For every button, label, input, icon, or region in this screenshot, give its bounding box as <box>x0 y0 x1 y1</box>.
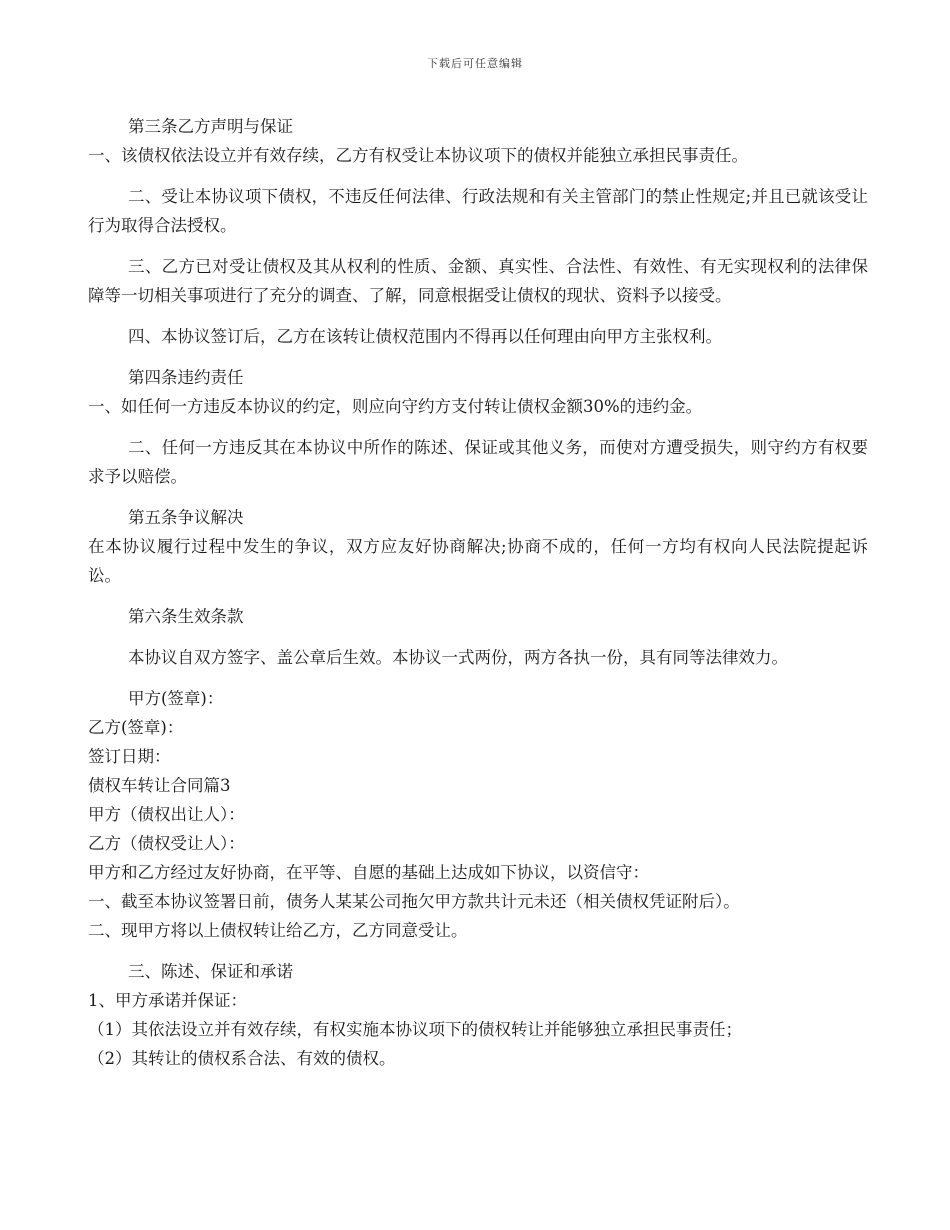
sign-date: 签订日期： <box>88 747 171 766</box>
article-5-clause-1: 在本协议履行过程中发生的争议，双方应友好协商解决;协商不成的，任何一方均有权向人民法院提起诉讼。 <box>88 537 868 585</box>
contract-3-intro: 甲方和乙方经过友好协商，在平等、自愿的基础上达成如下协议，以资信守： <box>88 863 649 882</box>
contract-3-item-2: 二、现甲方将以上债权转让给乙方，乙方同意受让。 <box>88 921 468 940</box>
article-4-title: 第四条违约责任 <box>128 368 244 387</box>
contract-3-party-b: 乙方（债权受让人）： <box>88 834 245 853</box>
article-5-title: 第五条争议解决 <box>128 508 244 527</box>
article-4-clause-1: 一、如任何一方违反本协议的约定，则应向守约方支付转让债权金额30%的违约金。 <box>88 397 703 416</box>
party-a-signature: 甲方(签章)： <box>128 689 224 708</box>
article-3-clause-4: 四、本协议签订后，乙方在该转让债权范围内不得再以任何理由向甲方主张权利。 <box>128 327 722 346</box>
article-3-title: 第三条乙方声明与保证 <box>128 117 293 136</box>
article-4-clause-2: 二、任何一方违反其在本协议中所作的陈述、保证或其他义务，而使对方遭受损失，则守约方有权要求予以赔偿。 <box>88 438 868 486</box>
article-3-clause-3: 三、乙方已对受让债权及其从权利的性质、金额、真实性、合法性、有效性、有无实现权利的法律保障等一切相关事项进行了充分的调查、了解，同意根据受让债权的现状、资料予以接受。 <box>88 257 868 305</box>
contract-3-section-3-item-1-1: （1）其依法设立并有效存续，有权实施本协议项下的债权转让并能够独立承担民事责任； <box>88 1020 742 1039</box>
contract-3-section-3-title: 三、陈述、保证和承诺 <box>128 962 293 981</box>
article-3-clause-1: 一、该债权依法设立并有效存续，乙方有权受让本协议项下的债权并能独立承担民事责任。 <box>88 146 748 165</box>
party-b-signature: 乙方(签章)： <box>88 718 184 737</box>
contract-3-title: 债权车转让合同篇3 <box>88 776 231 795</box>
document-body <box>88 112 868 1073</box>
page-header-note: 下载后可任意编辑 <box>427 57 523 70</box>
contract-3-section-3-item-1-2: （2）其转让的债权系合法、有效的债权。 <box>88 1049 396 1068</box>
article-3-clause-2: 二、受让本协议项下债权，不违反任何法律、行政法规和有关主管部门的禁止性规定;并且已就该受让行为取得合法授权。 <box>88 187 868 235</box>
contract-3-party-a: 甲方（债权出让人）： <box>88 805 245 824</box>
article-6-clause-1: 本协议自双方签字、盖公章后生效。本协议一式两份，两方各执一份，具有同等法律效力。 <box>128 648 788 667</box>
contract-3-item-1: 一、截至本协议签署日前，债务人某某公司拖欠甲方款共计元未还（相关债权凭证附后）。 <box>88 892 740 911</box>
article-6-title: 第六条生效条款 <box>128 607 244 626</box>
contract-3-section-3-item-1: 1、甲方承诺并保证： <box>88 991 247 1010</box>
